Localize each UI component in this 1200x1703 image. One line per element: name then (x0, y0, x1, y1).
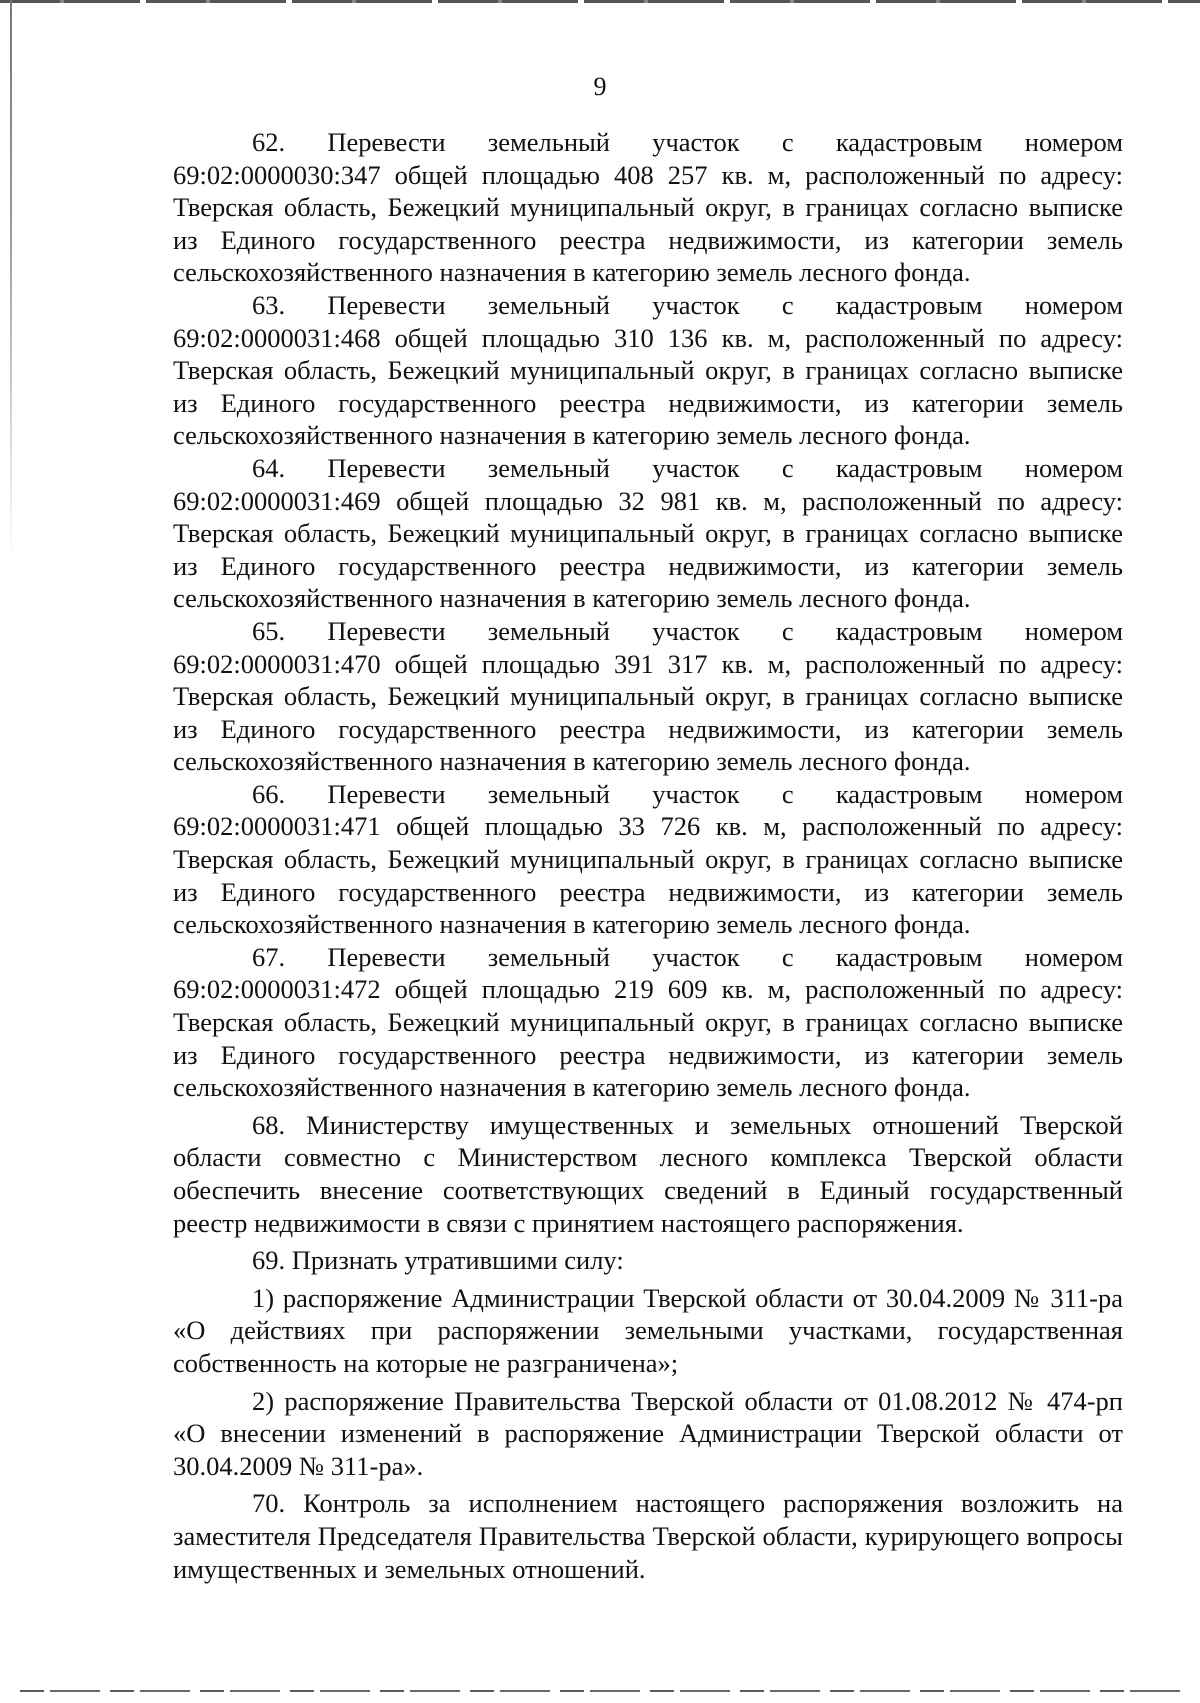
paragraph-68: 68. Министерству имущественных и земельных отношений Тверской области совместно с Министерством лесного комплекса Тверской области обеспечить внесение соответствующих сведений в Единый государственный реестр недвижимости в связи с принятием настоящего распоряжения. (173, 1109, 1123, 1238)
paragraph-69: 69. Признать утратившими силу: (252, 1245, 624, 1276)
paragraph-69-item-2: 2) распоряжение Правительства Тверской области от 01.08.2012 № 474-рп «О внесении изменений в распоряжение Администрации Тверской области от 30.04.2009 № 311-ра». (173, 1385, 1123, 1481)
document-body (173, 126, 1123, 1585)
paragraph-67: 67. Перевести земельный участок с кадастровым номером 69:02:0000031:472 общей площадью 219 609 кв. м, расположенный по адресу: Тверская область, Бежецкий муниципальный округ, в границах согласно выписке из Единого государственного реестра недвижимости, из категории земель сельскохозяйственного назначения в категорию земель лесного фонда. (173, 941, 1123, 1103)
paragraph-69-item-1: 1) распоряжение Администрации Тверской области от 30.04.2009 № 311-ра «О действиях при распоряжении земельными участками, государственная собственность на которые не разграничена»; (173, 1282, 1123, 1378)
paragraph-62: 62. Перевести земельный участок с кадастровым номером 69:02:0000030:347 общей площадью 408 257 кв. м, расположенный по адресу: Тверская область, Бежецкий муниципальный округ, в границах согласно выписке из Единого государственного реестра недвижимости, из категории земель сельскохозяйственного назначения в категорию земель лесного фонда. (173, 127, 1123, 288)
paragraph-70: 70. Контроль за исполнением настоящего распоряжения возложить на заместителя Председателя Правительства Тверской области, курирующего вопросы имущественных и земельных отношений. (173, 1488, 1123, 1584)
scan-bottom-edge (20, 1690, 1180, 1692)
page-number: 9 (593, 72, 607, 101)
paragraph-65: 65. Перевести земельный участок с кадастровым номером 69:02:0000031:470 общей площадью 391 317 кв. м, расположенный по адресу: Тверская область, Бежецкий муниципальный округ, в границах согласно выписке из Единого государственного реестра недвижимости, из категории земель сельскохозяйственного назначения в категорию земель лесного фонда. (173, 615, 1123, 777)
scan-top-edge (0, 0, 1200, 3)
paragraph-66: 66. Перевести земельный участок с кадастровым номером 69:02:0000031:471 общей площадью 33 726 кв. м, расположенный по адресу: Тверская область, Бежецкий муниципальный округ, в границах согласно выписке из Единого государственного реестра недвижимости, из категории земель сельскохозяйственного назначения в категорию земель лесного фонда. (173, 778, 1123, 940)
paragraph-63: 63. Перевести земельный участок с кадастровым номером 69:02:0000031:468 общей площадью 310 136 кв. м, расположенный по адресу: Тверская область, Бежецкий муниципальный округ, в границах согласно выписке из Единого государственного реестра недвижимости, из категории земель сельскохозяйственного назначения в категорию земель лесного фонда. (173, 289, 1123, 451)
paragraph-64: 64. Перевести земельный участок с кадастровым номером 69:02:0000031:469 общей площадью 32 981 кв. м, расположенный по адресу: Тверская область, Бежецкий муниципальный округ, в границах согласно выписке из Единого государственного реестра недвижимости, из категории земель сельскохозяйственного назначения в категорию земель лесного фонда. (173, 452, 1123, 614)
